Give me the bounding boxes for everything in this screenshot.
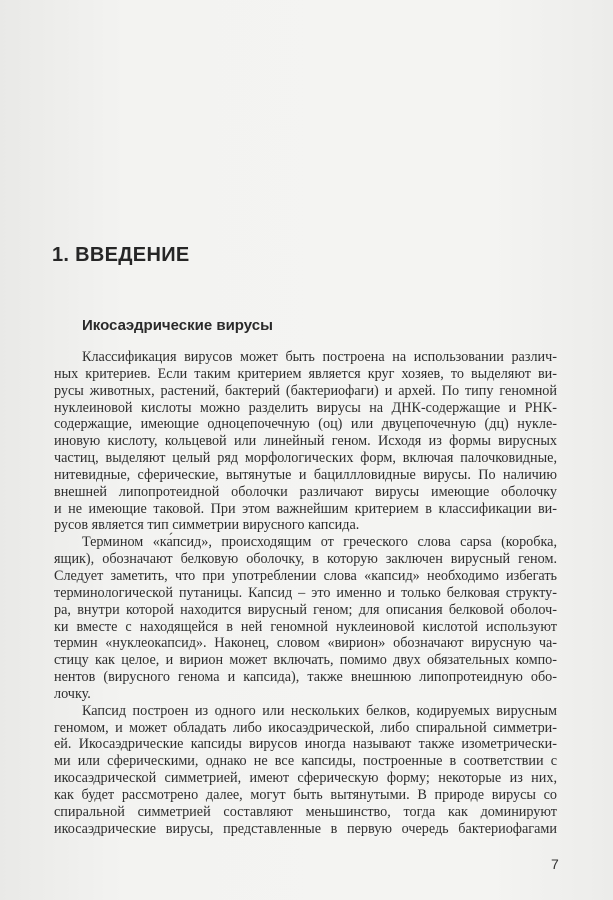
text-line: Следует заметить, что при употреблении слова «капсид» необходимо избегать — [54, 567, 557, 584]
paragraph — [54, 703, 557, 838]
text-line: нентов (вирусного генома и капсида), также внешнюю липопротеидную обо- — [54, 669, 557, 686]
text-line: терминологической путаницы. Капсид – это именно и только белковая структу- — [54, 584, 557, 601]
text-line: нитевидные, сферические, вытянутые и бациллловидные вирусы. По наличию — [54, 466, 557, 483]
text-line: ей. Икосаэдрические капсиды вирусов иногда называют также изометрически- — [54, 736, 557, 753]
paragraph — [54, 349, 557, 534]
text-line: Классификация вирусов может быть построена на использовании различ- — [82, 349, 557, 365]
text-line: геномом, и может обладать либо икосаэдрической, либо спиральной симметри- — [54, 719, 557, 736]
text-line: иновую кислоту, кольцевой или линейный геном. Исходя из формы вирусных — [54, 433, 557, 450]
text-line: нуклеиновой кислоты можно разделить вирусы на ДНК-содержащие и РНК- — [54, 399, 557, 416]
text-line: икосаэдрической симметрией, имеют сферическую форму; некоторые из них, — [54, 770, 557, 787]
body-text — [54, 349, 557, 837]
text-line: внешней липопротеидной оболочки различают вирусы имеющие оболочку — [54, 483, 557, 500]
text-line: ящик), обозначают белковую оболочку, в которую заключен вирусный геном. — [54, 551, 557, 568]
text-line: и не имеющие таковой. При этом важнейшим критерием в классификации ви- — [54, 500, 557, 517]
text-line: русов является тип симметрии вирусного капсида. — [54, 517, 360, 534]
text-line: лочку. — [54, 685, 91, 702]
text-line: как будет рассмотрено далее, могут быть вытянутыми. В природе вирусы со — [54, 786, 557, 803]
page-number: 7 — [551, 856, 559, 872]
text-line: русы животных, растений, бактерий (бактериофаги) и архей. По типу геномной — [54, 382, 557, 399]
text-line: стицу как целое, и вирион может включать, помимо двух обязательных компо- — [54, 652, 557, 669]
text-line: ми или сферическими, однако не все капсиды, построенные в соответствии с — [54, 753, 557, 770]
text-line: ных критериев. Если таким критерием является круг хозяев, то выделяют ви- — [54, 365, 557, 382]
text-line: икосаэдрические вирусы, представленные в первую очередь бактериофагами — [54, 820, 557, 837]
text-line: Капсид построен из одного или нескольких белков, кодируемых вирусным — [82, 702, 557, 719]
paragraph — [54, 534, 557, 702]
text-line: термин «нуклеокапсид». Наконец, словом «вирион» обозначают вирусную ча- — [54, 635, 557, 652]
chapter-title: 1. ВВЕДЕНИЕ — [52, 244, 190, 266]
text-line: спиральной симметрией составляют меньшинство, тогда как доминируют — [54, 803, 557, 820]
text-line: Термином «ка́псид», происходящим от греческого слова capsa (коробка, — [82, 534, 557, 551]
text-line: ра, внутри которой находится вирусный геном; для описания белковой оболоч- — [54, 601, 557, 618]
text-line: содержащие, имеющие одноцепочечную (оц) или двуцепочечную (дц) нукле- — [54, 416, 557, 433]
text-line: частиц, выделяют целый ряд морфологических форм, включая палочковидные, — [54, 450, 557, 467]
section-title: Икосаэдрические вирусы — [82, 317, 273, 334]
text-line: ки вместе с находящейся в ней геномной нуклеиновой кислотой используют — [54, 618, 557, 635]
